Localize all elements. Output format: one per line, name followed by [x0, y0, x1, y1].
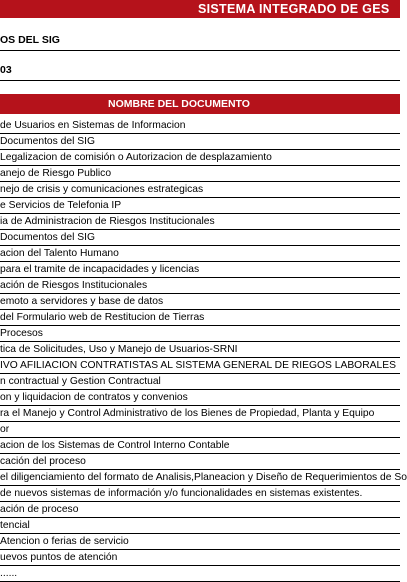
document-name: IVO AFILIACION CONTRATISTAS AL SISTEMA GENERAL DE RIEGOS LABORALES	[0, 360, 396, 371]
document-row[interactable]	[0, 534, 400, 550]
document-row[interactable]	[0, 326, 400, 342]
document-name: Procesos	[0, 328, 43, 339]
document-row[interactable]	[0, 182, 400, 198]
document-name: acion del Talento Humano	[0, 248, 119, 259]
document-row[interactable]	[0, 470, 407, 486]
document-row[interactable]	[0, 310, 400, 326]
document-list	[0, 118, 407, 582]
column-header-label: NOMBRE DEL DOCUMENTO	[108, 98, 250, 110]
document-name: ra el Manejo y Control Administrativo de los Bienes de Propiedad, Planta y Equipo	[0, 408, 375, 419]
divider	[0, 80, 400, 81]
document-name: para el tramite de incapacidades y licencias	[0, 264, 200, 275]
column-header	[0, 94, 400, 114]
document-row[interactable]	[0, 390, 400, 406]
document-row[interactable]	[0, 550, 400, 566]
meta-label-row	[0, 33, 400, 48]
document-name: anejo de Riesgo Publico	[0, 168, 112, 179]
document-name: ación de proceso	[0, 504, 79, 515]
document-row[interactable]	[0, 374, 400, 390]
document-row[interactable]	[0, 134, 400, 150]
document-row[interactable]	[0, 438, 400, 454]
document-name: tica de Solicitudes, Uso y Manejo de Usuarios-SRNI	[0, 344, 238, 355]
document-row[interactable]	[0, 422, 400, 438]
document-name: or	[0, 424, 10, 435]
document-row[interactable]	[0, 262, 400, 278]
document-name: el diligenciamiento del formato de Analisis,Planeacion y Diseño de Requerimientos de So	[0, 472, 407, 483]
document-name: de Usuarios en Sistemas de Informacion	[0, 120, 186, 131]
document-name: uevos puntos de atención	[0, 552, 118, 563]
system-title-bar	[0, 0, 400, 18]
document-row[interactable]	[0, 454, 400, 470]
document-row[interactable]	[0, 118, 400, 134]
document-row[interactable]	[0, 502, 400, 518]
document-name: e Servicios de Telefonia IP	[0, 200, 122, 211]
document-row[interactable]	[0, 566, 400, 582]
document-name: nejo de crisis y comunicaciones estrategicas	[0, 184, 204, 195]
document-name: Legalizacion de comisión o Autorizacion de desplazamiento	[0, 152, 272, 163]
meta-version: 03	[0, 64, 12, 76]
divider	[0, 50, 400, 51]
document-name: acion de los Sistemas de Control Interno Contable	[0, 440, 230, 451]
document-row[interactable]	[0, 342, 400, 358]
document-row[interactable]	[0, 518, 400, 534]
document-row[interactable]	[0, 486, 400, 502]
document-row[interactable]	[0, 150, 400, 166]
document-name: Atencion o ferias de servicio	[0, 536, 129, 547]
document-row[interactable]	[0, 246, 400, 262]
document-row[interactable]	[0, 230, 400, 246]
document-row[interactable]	[0, 214, 400, 230]
document-name: tencial	[0, 520, 30, 531]
document-name: de nuevos sistemas de información y/o funcionalidades en sistemas existentes.	[0, 488, 363, 499]
document-row[interactable]	[0, 406, 400, 422]
document-row[interactable]	[0, 358, 400, 374]
document-name: emoto a servidores y base de datos	[0, 296, 164, 307]
document-row[interactable]	[0, 166, 400, 182]
document-row[interactable]	[0, 198, 400, 214]
meta-version-row	[0, 63, 400, 78]
document-name: del Formulario web de Restitucion de Tierras	[0, 312, 205, 323]
meta-label: OS DEL SIG	[0, 34, 60, 46]
document-row[interactable]	[0, 278, 400, 294]
system-title: SISTEMA INTEGRADO DE GES	[198, 2, 390, 16]
document-name: on y liquidacion de contratos y convenios	[0, 392, 188, 403]
document-name: ación de Riesgos Institucionales	[0, 280, 148, 291]
document-name: Documentos del SIG	[0, 136, 96, 147]
document-name: cación del proceso	[0, 456, 86, 467]
document-name: n contractual y Gestion Contractual	[0, 376, 161, 387]
document-name: ia de Administracion de Riesgos Institucionales	[0, 216, 215, 227]
document-row[interactable]	[0, 294, 400, 310]
document-name: Documentos del SIG	[0, 232, 96, 243]
document-name: ......	[0, 568, 18, 579]
